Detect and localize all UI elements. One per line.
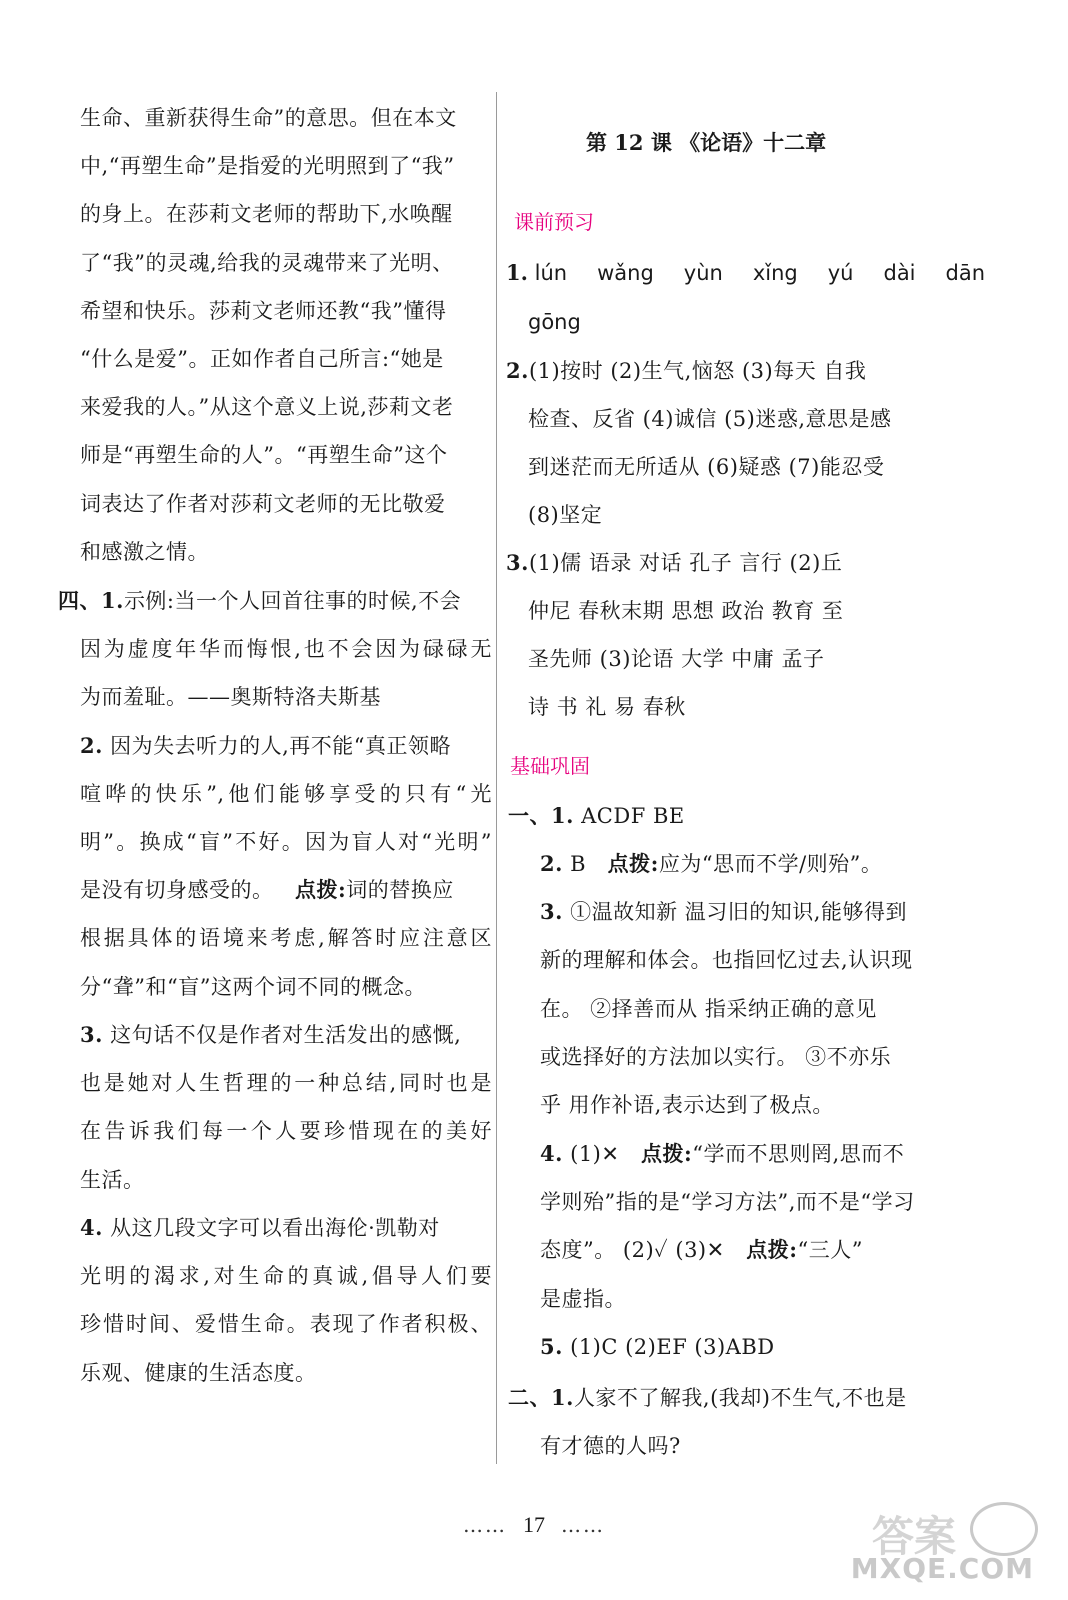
text-line: 是虚指。	[540, 1287, 626, 1311]
text-line: 圣先师 (3)论语 大学 中庸 孟子	[528, 647, 825, 671]
text-line: 学则殆”指的是“学习方法”,而不是“学习	[540, 1190, 915, 1214]
answer-text: ACDF BE	[581, 804, 685, 828]
tip-text: “三人”	[797, 1238, 864, 1262]
answer-text: ①温故知新 温习旧的知识,能够得到	[570, 900, 907, 924]
answer-q4-2	[80, 732, 451, 760]
answer-text: 人家不了解我,(我却)不生气,不也是	[573, 1386, 907, 1410]
tip-label: 点拨:	[641, 1141, 693, 1166]
question-number: 5.	[540, 1334, 563, 1359]
text-line: 词表达了作者对莎莉文老师的无比敬爱	[80, 492, 446, 516]
pinyin-syllable: dān	[945, 261, 986, 285]
pinyin-syllable: gōng	[528, 310, 581, 334]
answer-text: B	[570, 852, 594, 876]
answer-c1	[508, 1384, 907, 1412]
question-number: 2.	[80, 733, 103, 758]
answer-p3	[506, 549, 842, 577]
answer-q4-1	[58, 587, 492, 615]
text-line: 师是“再塑生命的人”。“再塑生命”这个	[80, 443, 448, 467]
question-number: 一、1.	[508, 803, 574, 828]
text-line: 珍惜时间、爱惜生命。表现了作者积极、	[80, 1312, 492, 1336]
text-line: 仲尼 春秋末期 思想 政治 教育 至	[528, 599, 844, 623]
text-line: 了“我”的灵魂,给我的灵魂带来了光明、	[80, 251, 454, 275]
tip-label: 点拨:	[607, 851, 659, 876]
tip-text: “学而不思则罔,思而不	[692, 1142, 905, 1166]
section-heading-basic: 基础巩固	[510, 754, 590, 778]
footer-dots-left: ……	[463, 1513, 507, 1537]
text-line: 光明的渴求,对生命的真诚,倡导人们要	[80, 1264, 492, 1288]
answer-text: 态度”。 (2)✓ (3)✕	[540, 1238, 732, 1262]
text-line: 到迷茫而无所适从 (6)疑惑 (7)能忍受	[528, 455, 885, 479]
text-line: 为而羞耻。——奥斯特洛夫斯基	[80, 685, 381, 709]
question-number: 4.	[540, 1141, 563, 1166]
text-line: 诗 书 礼 易 春秋	[528, 695, 686, 719]
text-line	[540, 1236, 863, 1264]
question-number: 3.	[506, 550, 529, 575]
text-line: 希望和快乐。莎莉文老师还教“我”懂得	[80, 299, 447, 323]
text-line: 新的理解和体会。也指回忆过去,认识现	[540, 948, 913, 972]
text-line: 乎 用作补语,表示达到了极点。	[540, 1093, 834, 1117]
answer-text: 是没有切身感受的。	[80, 878, 274, 902]
column-divider	[496, 92, 497, 1464]
text-line: 检查、反省 (4)诚信 (5)迷惑,意思是感	[528, 407, 892, 431]
watermark-text: 答案	[872, 1512, 957, 1561]
text-line: 因为虚度年华而悔恨,也不会因为碌碌无	[80, 637, 492, 661]
text-line: 来爱我的人。”从这个意义上说,莎莉文老	[80, 395, 454, 419]
answer-b3	[540, 898, 907, 926]
tip-text: 词的替换应	[346, 878, 454, 902]
watermark-stamp-icon	[970, 1502, 1038, 1556]
page-number: 17	[523, 1512, 545, 1537]
answer-text: (1)✕	[570, 1142, 627, 1166]
question-number: 二、1.	[508, 1385, 574, 1410]
text-line	[80, 876, 454, 904]
text-line: 根据具体的语境来考虑,解答时应注意区	[80, 926, 492, 950]
text-line: 生活。	[80, 1168, 145, 1192]
text-line: 乐观、健康的生活态度。	[80, 1361, 317, 1385]
text-line: (8)坚定	[528, 503, 603, 527]
text-line: 也是她对人生哲理的一种总结,同时也是	[80, 1071, 492, 1095]
question-number: 2.	[540, 851, 563, 876]
answer-p2	[506, 357, 866, 385]
text-line: 在告诉我们每一个人要珍惜现在的美好	[80, 1119, 492, 1143]
pinyin-syllable: xǐng	[752, 261, 798, 285]
footer-dots-right: ……	[561, 1513, 605, 1537]
text-line: 和感激之情。	[80, 540, 209, 564]
text-line: “什么是爱”。正如作者自己所言:“她是	[80, 347, 444, 371]
question-number: 1.	[506, 260, 528, 285]
answer-text: 因为失去听力的人,再不能“真正领略	[110, 734, 452, 758]
answer-text: 从这几段文字可以看出海伦·凯勒对	[110, 1216, 440, 1240]
watermark-logo	[850, 1500, 1042, 1590]
pinyin-syllable: wǎng	[597, 261, 654, 285]
answer-q4-4	[80, 1214, 440, 1242]
answer-b4	[540, 1140, 904, 1168]
lesson-title: 第 12 课 《论语》十二章	[586, 130, 827, 155]
text-line: 中,“再塑生命”是指爱的光明照到了“我”	[80, 154, 455, 178]
pinyin-answer-line	[506, 259, 985, 287]
answer-q4-3	[80, 1021, 461, 1049]
question-number: 4.	[80, 1215, 103, 1240]
section-heading-preview: 课前预习	[514, 210, 594, 234]
question-number: 四、1.	[58, 588, 124, 613]
answer-text: (1)按时 (2)生气,恼怒 (3)每天 自我	[528, 359, 867, 383]
tip-text: 应为“思而不学/则殆”。	[658, 852, 883, 876]
question-number: 3.	[540, 899, 563, 924]
answer-text: (1)儒 语录 对话 孔子 言行 (2)丘	[528, 551, 843, 575]
text-line: 在。 ②择善而从 指采纳正确的意见	[540, 997, 877, 1021]
answer-text: 这句话不仅是作者对生活发出的感慨,	[110, 1023, 462, 1047]
pinyin-syllable: lún	[534, 261, 568, 285]
pinyin-syllable: dài	[883, 261, 916, 285]
question-number: 2.	[506, 358, 529, 383]
answer-text: 示例:当一个人回首往事的时候,不会	[123, 589, 462, 613]
text-line: 生命、重新获得生命”的意思。但在本文	[80, 106, 457, 130]
question-number: 3.	[80, 1022, 103, 1047]
watermark-site: MXQE.COM	[850, 1552, 1034, 1585]
text-line: 明”。换成“盲”不好。因为盲人对“光明”	[80, 830, 492, 854]
text-line: 有才德的人吗?	[540, 1434, 681, 1458]
answer-text: (1)C (2)EF (3)ABD	[570, 1335, 775, 1359]
pinyin-syllable: yú	[827, 261, 854, 285]
answer-b2	[540, 850, 882, 878]
text-line: 喧哗的快乐”,他们能够享受的只有“光	[80, 782, 492, 806]
tip-label: 点拨:	[295, 877, 347, 902]
text-line: 分“聋”和“盲”这两个词不同的概念。	[80, 975, 426, 999]
text-line: 或选择好的方法加以实行。 ③不亦乐	[540, 1045, 892, 1069]
answer-b1	[508, 802, 685, 830]
tip-label: 点拨:	[746, 1237, 798, 1262]
answer-b5	[540, 1333, 775, 1361]
text-line: 的身上。在莎莉文老师的帮助下,水唤醒	[80, 202, 453, 226]
pinyin-syllable: yùn	[683, 261, 723, 285]
